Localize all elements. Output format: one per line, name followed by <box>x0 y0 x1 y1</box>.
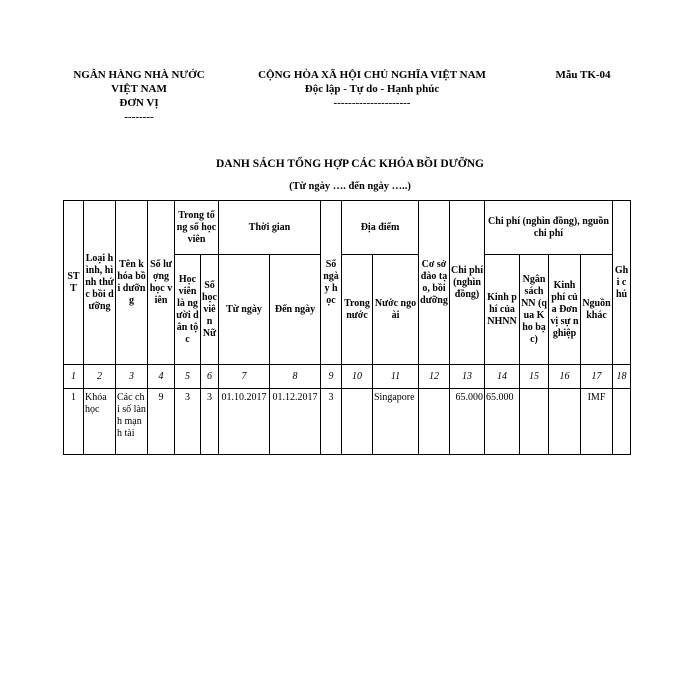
header-cost-group: Chi phí (nghìn đồng), nguồn chi phí <box>485 201 613 255</box>
header-src-budget: Ngân sách NN (qua Kho bạc) <box>520 255 549 365</box>
cell-days: 3 <box>321 389 342 455</box>
org-rule: -------- <box>124 111 154 123</box>
document-title: DANH SÁCH TỔNG HỢP CÁC KHÓA BỒI DƯỠNG <box>215 158 485 170</box>
column-number: 15 <box>520 365 549 389</box>
header-src-unit: Kinh phí của Đơn vị sự nghiệp <box>549 255 581 365</box>
column-number: 5 <box>175 365 201 389</box>
cell-src-budget <box>520 389 549 455</box>
column-number: 4 <box>148 365 175 389</box>
cell-from: 01.10.2017 <box>219 389 270 455</box>
column-number: 13 <box>450 365 485 389</box>
cell-ethnic: 3 <box>175 389 201 455</box>
column-number: 6 <box>201 365 219 389</box>
cell-facility <box>419 389 450 455</box>
header-from: Từ ngày <box>219 255 270 365</box>
cell-note <box>613 389 631 455</box>
header-src-sbv: Kinh phí của NHNN <box>485 255 520 365</box>
header-to: Đến ngày <box>270 255 321 365</box>
column-number: 3 <box>116 365 148 389</box>
cell-src-unit <box>549 389 581 455</box>
column-number: 18 <box>613 365 631 389</box>
header-abroad: Nước ngoài <box>373 255 419 365</box>
header-cost: Chi phí (nghìn đồng) <box>450 201 485 365</box>
header-stt: STT <box>64 201 84 365</box>
header-ethnic: Học viên là người dân tộc <box>175 255 201 365</box>
cell-female: 3 <box>201 389 219 455</box>
column-number: 8 <box>270 365 321 389</box>
cell-domestic <box>342 389 373 455</box>
header-type: Loại hình, hình thức bồi dưỡng <box>84 201 116 365</box>
cell-src-sbv: 65.000 <box>485 389 520 455</box>
column-number: 10 <box>342 365 373 389</box>
cell-to: 01.12.2017 <box>270 389 321 455</box>
column-number: 9 <box>321 365 342 389</box>
issuing-organization <box>60 68 218 124</box>
org-name-line-2: VIỆT NAM <box>111 83 167 95</box>
column-number: 17 <box>581 365 613 389</box>
document-period: (Từ ngày …. đến ngày …..) <box>289 181 411 192</box>
column-number: 7 <box>219 365 270 389</box>
header-time: Thời gian <box>219 201 321 255</box>
header-src-other: Nguồn khác <box>581 255 613 365</box>
cell-stt: 1 <box>64 389 84 455</box>
table-row <box>64 389 631 455</box>
header-count: Số lượng học viên <box>148 201 175 365</box>
org-unit: ĐƠN VỊ <box>119 97 159 109</box>
column-number: 1 <box>64 365 84 389</box>
column-number-row <box>64 365 631 389</box>
courses-table <box>63 200 631 455</box>
national-motto <box>222 68 522 110</box>
cell-type: Khóa học <box>84 389 116 455</box>
cell-course-name: Các chỉ số lành mạnh tài <box>116 389 148 455</box>
motto-rule: --------------------- <box>333 97 411 109</box>
cell-src-other: IMF <box>581 389 613 455</box>
header-facility: Cơ sở đào tạo, bồi dưỡng <box>419 201 450 365</box>
column-number: 11 <box>373 365 419 389</box>
header-days: Số ngày học <box>321 201 342 365</box>
cell-cost: 65.000 <box>450 389 485 455</box>
cell-count: 9 <box>148 389 175 455</box>
column-number: 16 <box>549 365 581 389</box>
header-female: Số học viên Nữ <box>201 255 219 365</box>
header-domestic: Trong nước <box>342 255 373 365</box>
column-number: 2 <box>84 365 116 389</box>
header-course-name: Tên khóa bồi dưỡng <box>116 201 148 365</box>
nation-name: CỘNG HÒA XÃ HỘI CHỦ NGHĨA VIỆT NAM <box>258 69 486 81</box>
form-code: Mẫu TK-04 <box>555 69 611 81</box>
header-of-total: Trong tổng số học viên <box>175 201 219 255</box>
cell-abroad: Singapore <box>373 389 419 455</box>
column-number: 14 <box>485 365 520 389</box>
header-location: Địa điểm <box>342 201 419 255</box>
org-name-line-1: NGÂN HÀNG NHÀ NƯỚC <box>73 69 205 81</box>
column-number: 12 <box>419 365 450 389</box>
header-note: Ghi chú <box>613 201 631 365</box>
motto: Độc lập - Tự do - Hạnh phúc <box>304 83 440 95</box>
